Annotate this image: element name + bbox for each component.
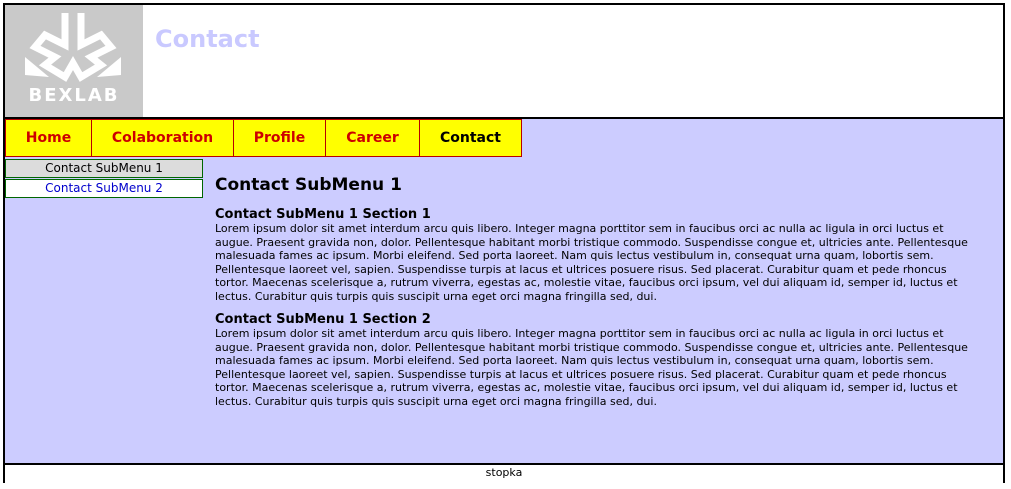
section-text: Lorem ipsum dolor sit amet interdum arcu quis libero. Integer magna porttitor sem in faucibus orci ac nulla ac ligula in orci luctus et augue. Praesent gravida non, dolor. Pellentesque habitant morbi tristique commodo. Suspendisse congue et, ultricies ante. Pellentesque malesuada fames ac ipsum. Morbi eleifend. Sed porta laoreet. Nam quis lectus vestibulum in, consequat urna quam, lobortis sem. Pellentesque laoreet vel, sapien. Suspendisse turpis at lacus et ultrices posuere risus. Sed placerat. Curabitur quam et pede rhoncus tortor. Maecenas scelerisque a, rutrum viverra, egestas ac, molestie vitae, faucibus orci ipsum, vel dui aliquam id, semper id, luctus et lectus. Curabitur quis turpis quis suscipit urna eget orci magna fringilla sed, dui.: [215, 327, 968, 408]
submenu-item-1[interactable]: Contact SubMenu 1: [5, 159, 203, 178]
nav-tab-profile[interactable]: Profile: [233, 119, 326, 157]
content-heading: Contact SubMenu 1: [215, 175, 402, 195]
header: [5, 5, 1003, 119]
nav-tab-home[interactable]: Home: [5, 119, 92, 157]
section-title: Contact SubMenu 1 Section 2: [215, 312, 431, 327]
section-text: Lorem ipsum dolor sit amet interdum arcu quis libero. Integer magna porttitor sem in faucibus orci ac nulla ac ligula in orci luctus et augue. Praesent gravida non, dolor. Pellentesque habitant morbi tristique commodo. Suspendisse congue et, ultricies ante. Pellentesque malesuada fames ac ipsum. Morbi eleifend. Sed porta laoreet. Nam quis lectus vestibulum in, consequat urna quam, lobortis sem. Pellentesque laoreet vel, sapien. Suspendisse turpis at lacus et ultrices posuere risus. Sed placerat. Curabitur quam et pede rhoncus tortor. Maecenas scelerisque a, rutrum viverra, egestas ac, molestie vitae, faucibus orci ipsum, vel dui aliquam id, semper id, luctus et lectus. Curabitur quis turpis quis suscipit urna eget orci magna fringilla sed, dui.: [215, 222, 968, 303]
page-frame: [3, 3, 1005, 483]
nav-tab-contact[interactable]: Contact: [419, 119, 522, 157]
submenu-item-2[interactable]: Contact SubMenu 2: [5, 179, 203, 198]
nav-tab-colaboration[interactable]: Colaboration: [91, 119, 234, 157]
logo-text: BEXLAB: [28, 85, 120, 106]
logo-icon: [5, 5, 143, 117]
main-nav: [5, 119, 521, 157]
content: [215, 175, 981, 417]
footer: stopka: [5, 463, 1003, 483]
section-title: Contact SubMenu 1 Section 1: [215, 207, 431, 222]
main-area: [5, 119, 1003, 463]
submenu: [5, 159, 203, 199]
bexlab-logo[interactable]: [5, 5, 143, 117]
nav-tab-career[interactable]: Career: [325, 119, 420, 157]
page-title: Contact: [155, 25, 260, 53]
